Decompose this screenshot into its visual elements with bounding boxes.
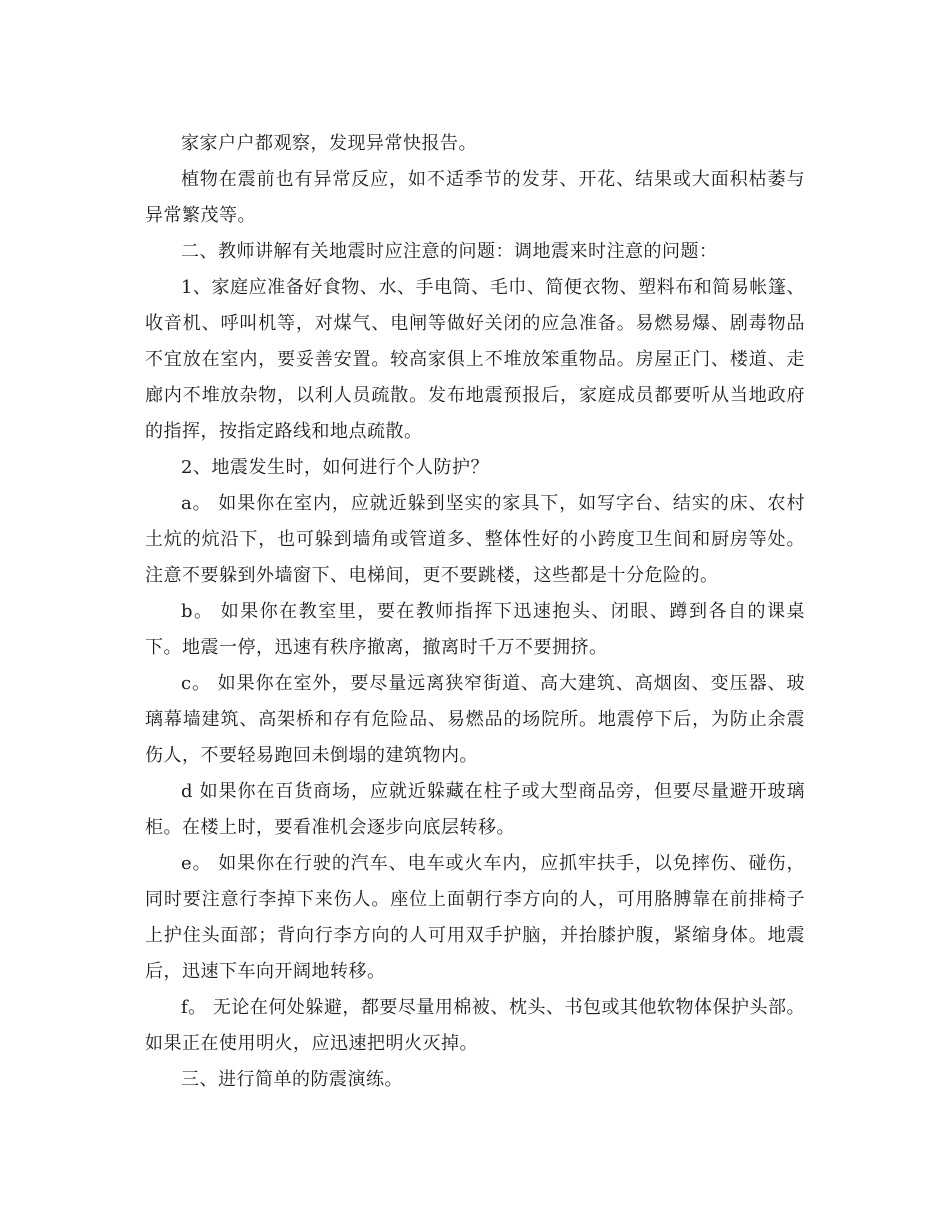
section-heading-3: 三、进行简单的防震演练。 — [181, 1069, 403, 1090]
paragraph-item-c: c。 如果你在室外，要尽量远离狭窄街道、高大建筑、高烟囱、变压器、玻璃幕墙建筑、高架桥和存有危险品、易燃品的场院所。地震停下后，为防止余震伤人，不要轻易跑回未倒塌的建筑物内。 — [145, 673, 805, 766]
section-heading-2: 二、教师讲解有关地震时应注意的问题：调地震来时注意的问题： — [181, 241, 718, 262]
paragraph-item-e: e。 如果你在行驶的汽车、电车或火车内，应抓牢扶手，以免摔伤、碰伤，同时要注意行李掉下来伤人。座位上面朝行李方向的人，可用胳膊靠在前排椅子上护住头面部；背向行李方向的人可用双手护脑，并抬膝护腹，紧缩身体。地震后，迅速下车向开阔地转移。 — [145, 853, 805, 982]
paragraph-1: 家家户户都观察，发现异常快报告。 — [181, 133, 477, 154]
paragraph-item-b: b。 如果你在教室里，要在教师指挥下迅速抱头、闭眼、蹲到各自的课桌下。地震一停，迅速有秩序撤离，撤离时千万不要拥挤。 — [145, 601, 805, 658]
paragraph-item-1: 1、家庭应准备好食物、水、手电筒、毛巾、简便衣物、塑料布和简易帐篷、收音机、呼叫机等，对煤气、电闸等做好关闭的应急准备。易燃易爆、剧毒物品不宜放在室内，要妥善安置。较高家俱上不堆放笨重物品。房屋正门、楼道、走廊内不堆放杂物，以利人员疏散。发布地震预报后，家庭成员都要听从当地政府的指挥，按指定路线和地点疏散。 — [145, 277, 805, 442]
paragraph-2: 植物在震前也有异常反应，如不适季节的发芽、开花、结果或大面积枯萎与异常繁茂等。 — [145, 169, 805, 226]
paragraph-item-2: 2、地震发生时，如何进行个人防护？ — [181, 457, 489, 478]
document-body — [145, 126, 805, 1098]
paragraph-item-d: d 如果你在百货商场，应就近躲藏在柱子或大型商品旁，但要尽量避开玻璃柜。在楼上时，要看准机会逐步向底层转移。 — [145, 781, 805, 838]
paragraph-item-f: f。 无论在何处躲避，都要尽量用棉被、枕头、书包或其他软物体保护头部。如果正在使用明火，应迅速把明火灭掉。 — [145, 997, 805, 1054]
paragraph-item-a: a。 如果你在室内，应就近躲到坚实的家具下，如写字台、结实的床、农村土炕的炕沿下，也可躲到墙角或管道多、整体性好的小跨度卫生间和厨房等处。注意不要躲到外墙窗下、电梯间，更不要跳楼，这些都是十分危险的。 — [145, 493, 805, 586]
